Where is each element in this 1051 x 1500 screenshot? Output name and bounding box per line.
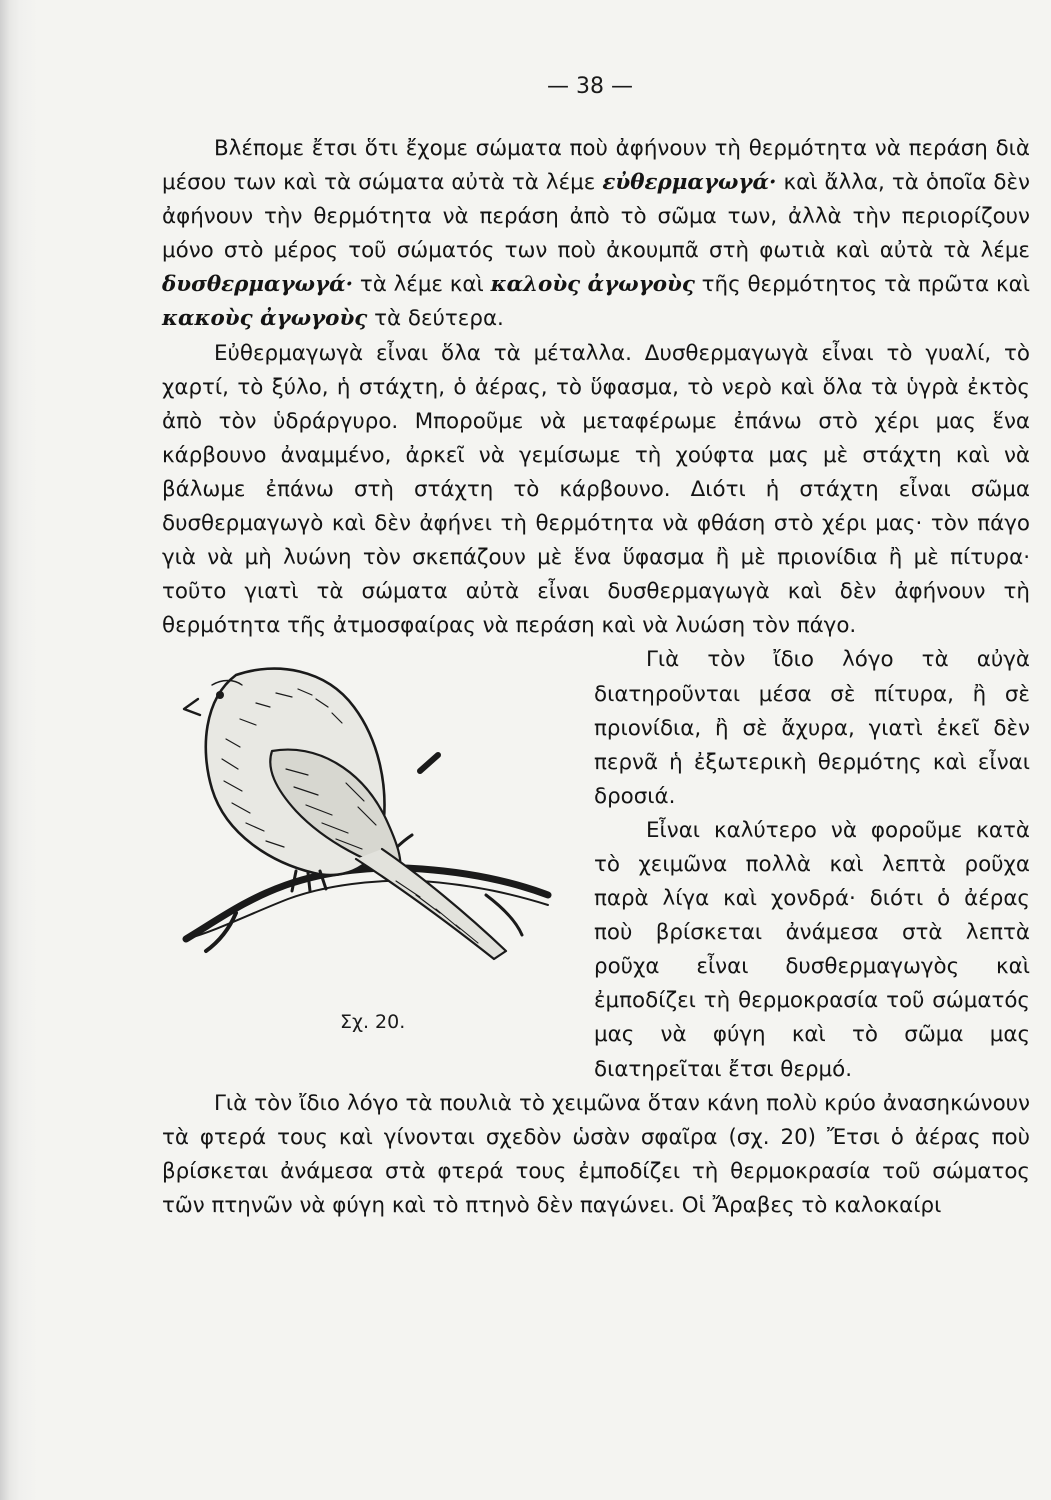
term-dysthermagoga: δυσθερμαγωγά·: [162, 272, 354, 298]
paragraph-1-text-4: τῆς θερμότητος τὰ πρῶτα καὶ: [701, 272, 1030, 298]
paragraph-3: Γιὰ τὸν ἴδιο λόγο τὰ αὐγὰ διατηροῦνται μέσα σὲ πίτυρα, ἢ σὲ πριονίδια, ἢ σὲ ἄχυρα, γιατὶ ἐκεῖ δὲν περνᾶ ἡ ἐξωτερικὴ θερμότης καὶ εἶναι δροσιά.: [594, 647, 1030, 809]
paragraph-1-text-5: τὰ δεύτερα.: [374, 306, 504, 332]
bird-illustration-icon: [176, 659, 566, 999]
paragraph-1-text-2: καὶ ἄλλα, τὰ ὁποῖα δὲν ἀφήνουν τὴν θερμότητα νὰ περάση ἀπὸ τὸ σῶμα των, ἀλλὰ τὴν περιορίζουν μόνο στὸ μέρος τοῦ σώματός των ποὺ ἀκουμπᾶ στὴ φωτιὰ καὶ αὐτὰ τὰ λέμε: [162, 170, 1030, 264]
body-text: [162, 132, 1030, 1223]
paragraph-4: Εἶναι καλύτερο νὰ φοροῦμε κατὰ τὸ χειμῶνα πολλὰ καὶ λεπτὰ ροῦχα παρὰ λίγα καὶ χονδρά· διότι ὁ ἀέρας ποὺ βρίσκεται ἀνάμεσα στὰ λεπτὰ ροῦχα εἶναι δυσθερμαγωγὸς καὶ ἐμποδίζει τὴ θερμοκρασία τοῦ σώματός μας νὰ φύγη καὶ τὸ σῶμα μας διατηρεῖται ἔτσι θερμό.: [594, 817, 1030, 1082]
term-bad-conductors: κακοὺς ἀγωγοὺς: [162, 306, 368, 332]
term-euthermagoga: εὐθερμαγωγά·: [602, 170, 777, 196]
paragraph-2: Εὐθερμαγωγὰ εἶναι ὅλα τὰ μέταλλα. Δυσθερμαγωγὰ εἶναι τὸ γυαλί, τὸ χαρτί, τὸ ξύλο, ἡ στάχτη, ὁ ἀέρας, τὸ ὕφασμα, τὸ νερὸ καὶ ὅλα τὰ ὑγρὰ ἐκτὸς ἀπὸ τὸν ὑδράργυρο. Μποροῦμε νὰ μεταφέρωμε ἐπάνω στὸ χέρι μας ἕνα κάρβουνο ἀναμμένο, ἀρκεῖ νὰ γεμίσωμε τὴ χούφτα μας μὲ στάχτη καὶ νὰ βάλωμε ἐπάνω στὴ στάχτη τὸ κάρβουνο. Διότι ἡ στάχτη εἶναι σῶμα δυσθερμαγωγὸ καὶ δὲν ἀφήνει τὴ θερμότητα νὰ φθάση στὸ χέρι μας· τὸν πάγο γιὰ νὰ μὴ λυώνη τὸν σκεπάζουν μὲ ἕνα ὕφασμα ἢ μὲ πριονίδια ἢ μὲ πίτυρα· τοῦτο γιατὶ τὰ σώματα αὐτὰ εἶναι δυσθερμαγωγὰ καὶ δὲν ἀφήνουν τὴ θερμότητα τῆς ἀτμοσφαίρας νὰ περάση καὶ νὰ λυώση τὸν πάγο.: [162, 340, 1030, 639]
page-edge-shadow: [0, 0, 38, 1500]
figure-20: [162, 643, 594, 1053]
paragraph-1-text-1: Βλέπομε ἔτσι ὅτι ἔχομε σώματα ποὺ ἀφήνουν τὴ θερμότητα νὰ περάση διὰ μέσου των καὶ τὰ σώματα αὐτὰ τὰ λέμε: [162, 136, 1030, 196]
paragraph-5: Γιὰ τὸν ἴδιο λόγο τὰ πουλιὰ τὸ χειμῶνα ὅταν κάνη πολὺ κρύο ἀνασηκώνουν τὰ φτερά τους καὶ γίνονται σχεδὸν ὡσὰν σφαῖρα (σχ. 20) Ἔτσι ὁ ἀέρας ποὺ βρίσκεται ἀνάμεσα στὰ φτερά τους ἐμποδίζει τὴ θερμοκρασία τοῦ σώματος τῶν πτηνῶν νὰ φύγη καὶ τὸ πτηνὸ δὲν παγώνει. Οἱ Ἄραβες τὸ καλοκαίρι: [162, 1090, 1030, 1218]
paragraph-1: [162, 132, 1030, 337]
term-good-conductors: καλοὺς ἀγωγοὺς: [490, 272, 695, 298]
figure-caption: Σχ. 20.: [340, 1011, 406, 1034]
page-number: — 38 —: [547, 74, 633, 99]
paragraph-1-text-3: τὰ λέμε καὶ: [359, 272, 484, 298]
